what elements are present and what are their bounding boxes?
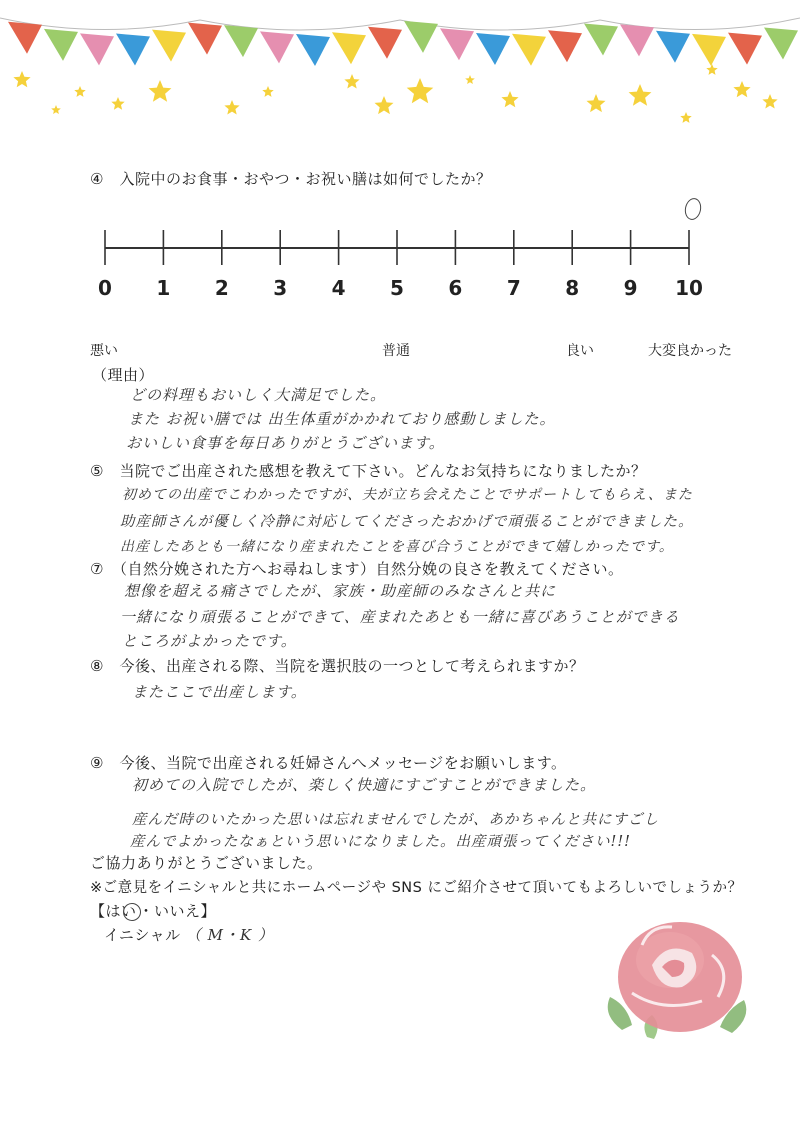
star-icon — [733, 81, 750, 97]
bunting-flag — [116, 34, 150, 66]
bunting-flag — [512, 34, 546, 66]
star-icon — [149, 80, 172, 102]
scale-label-very-good: 大変良かった — [648, 343, 732, 359]
q5-answer-line-3: 出産したあとも一緒になり産まれたことを喜び合うことができて嬉しかったです。 — [120, 539, 674, 555]
rose-illustration — [592, 905, 762, 1055]
scale-label-normal: 普通 — [382, 343, 410, 359]
q7-answer-line-1: 想像を超える痛さでしたが、家族・助産師のみなさんと共に — [124, 582, 557, 600]
star-icon — [587, 94, 606, 112]
q4-answer-line-3: おいしい食事を毎日ありがとうございます。 — [126, 434, 445, 452]
scale-label-bad: 悪い — [90, 343, 118, 359]
scale-number: 3 — [273, 276, 288, 300]
star-icon — [224, 100, 239, 115]
star-icon — [13, 71, 30, 87]
choice-yes[interactable]: はい — [105, 902, 137, 920]
q7-answer-line-3: ところがよかったです。 — [122, 632, 297, 650]
bunting-flag — [80, 33, 114, 65]
bunting-flag — [296, 34, 330, 66]
bunting-flag — [260, 31, 294, 63]
q8-answer-line-1: またここで出産します。 — [132, 683, 307, 701]
q9-answer-line-1: 初めての入院でしたが、楽しく快適にすごすことができました。 — [132, 776, 597, 794]
thanks-text: ご協力ありがとうございました。 — [90, 854, 323, 872]
initials-row — [104, 924, 274, 945]
bunting-flag — [224, 25, 258, 57]
bunting-decoration — [0, 0, 800, 130]
scale-number: 9 — [623, 276, 638, 300]
scale-number: 6 — [448, 276, 463, 300]
q4-answer-line-2: また お祝い膳では 出生体重がかかれており感動しました。 — [128, 410, 556, 428]
scale-label-good: 良い — [566, 343, 594, 359]
q5-answer-line-2: 助産師さんが優しく冷静に対応してくださったおかげで頑張ることができました。 — [120, 514, 694, 530]
scale-number: 1 — [156, 276, 171, 300]
bunting-flag — [440, 28, 474, 60]
rating-scale — [95, 215, 725, 265]
star-icon — [74, 86, 85, 97]
q7-title: ⑦ （自然分娩された方へお尋ねします）自然分娩の良さを教えてください。 — [90, 560, 624, 578]
choice-bracket-open: 【 — [90, 902, 106, 920]
bunting-flag — [404, 21, 438, 53]
star-icon — [51, 105, 61, 114]
q5-title: ⑤ 当院でご出産された感想を教えて下さい。どんなお気持ちになりましたか？ — [90, 462, 647, 480]
star-icon — [629, 84, 652, 106]
bunting-flag — [188, 23, 222, 55]
bunting-flag — [476, 33, 510, 65]
consent-question: ※ご意見をイニシャルと共にホームページや SNS にご紹介させて頂いてもよろしいでしょうか？ — [90, 880, 743, 896]
q5-answer-line-1: 初めての出産でこわかったですが、夫が立ち会えたことでサポートしてもらえ、また — [122, 487, 693, 503]
bunting-flag — [548, 30, 582, 62]
bunting-flag — [656, 31, 690, 63]
scale-number: 10 — [675, 276, 703, 300]
q8-title: ⑧ 今後、出産される際、当院を選択肢の一つとして考えられますか？ — [90, 657, 585, 675]
bunting-flag — [692, 34, 726, 66]
star-icon — [262, 86, 273, 97]
star-icon — [111, 97, 124, 110]
scale-number: 5 — [390, 276, 404, 300]
scale-number: 8 — [565, 276, 580, 300]
q9-answer-line-3: 産んでよかったなぁという思いになりました。出産頑張ってください!!! — [130, 834, 631, 850]
consent-choices — [90, 900, 216, 921]
q9-title: ⑨ 今後、当院で出産される妊婦さんへメッセージをお願いします。 — [90, 754, 567, 772]
star-icon — [407, 78, 434, 103]
scale-number: 7 — [506, 276, 521, 300]
initials-label: イニシャル — [104, 926, 181, 944]
star-icon — [344, 74, 359, 89]
star-icon — [762, 94, 777, 109]
bunting-flag — [152, 30, 186, 62]
bunting-flag — [728, 33, 762, 65]
initials-value: （ M・K ） — [185, 926, 274, 944]
scale-numbers — [0, 276, 800, 306]
star-icon — [375, 96, 394, 114]
bunting-flag — [620, 24, 654, 56]
scale-number: 0 — [98, 276, 112, 300]
star-icon — [501, 91, 518, 107]
choice-no[interactable]: ・いいえ — [138, 902, 201, 920]
q7-answer-line-2: 一緒になり頑張ることができて、産まれたあとも一緒に喜びあうことができる — [120, 608, 680, 626]
bunting-flag — [584, 23, 618, 55]
bunting-flag — [764, 28, 798, 60]
q9-answer-line-2: 産んだ時のいたかった思いは忘れませんでしたが、あかちゃんと共にすごし — [132, 812, 659, 828]
scale-number: 2 — [214, 276, 229, 300]
q4-answer-line-1: どの料理もおいしく大満足でした。 — [130, 386, 387, 404]
star-icon — [706, 64, 717, 75]
bunting-flag — [8, 22, 42, 54]
bunting-flag — [332, 32, 366, 64]
reason-label: （理由） — [92, 366, 155, 384]
star-icon — [465, 75, 475, 84]
q4-title: ④ 入院中のお食事・おやつ・お祝い膳は如何でしたか？ — [90, 170, 492, 188]
bunting-flag — [44, 29, 78, 61]
scale-number: 4 — [331, 276, 346, 300]
bunting-flag — [368, 27, 402, 59]
star-icon — [680, 112, 691, 123]
choice-bracket-close: 】 — [200, 902, 217, 920]
